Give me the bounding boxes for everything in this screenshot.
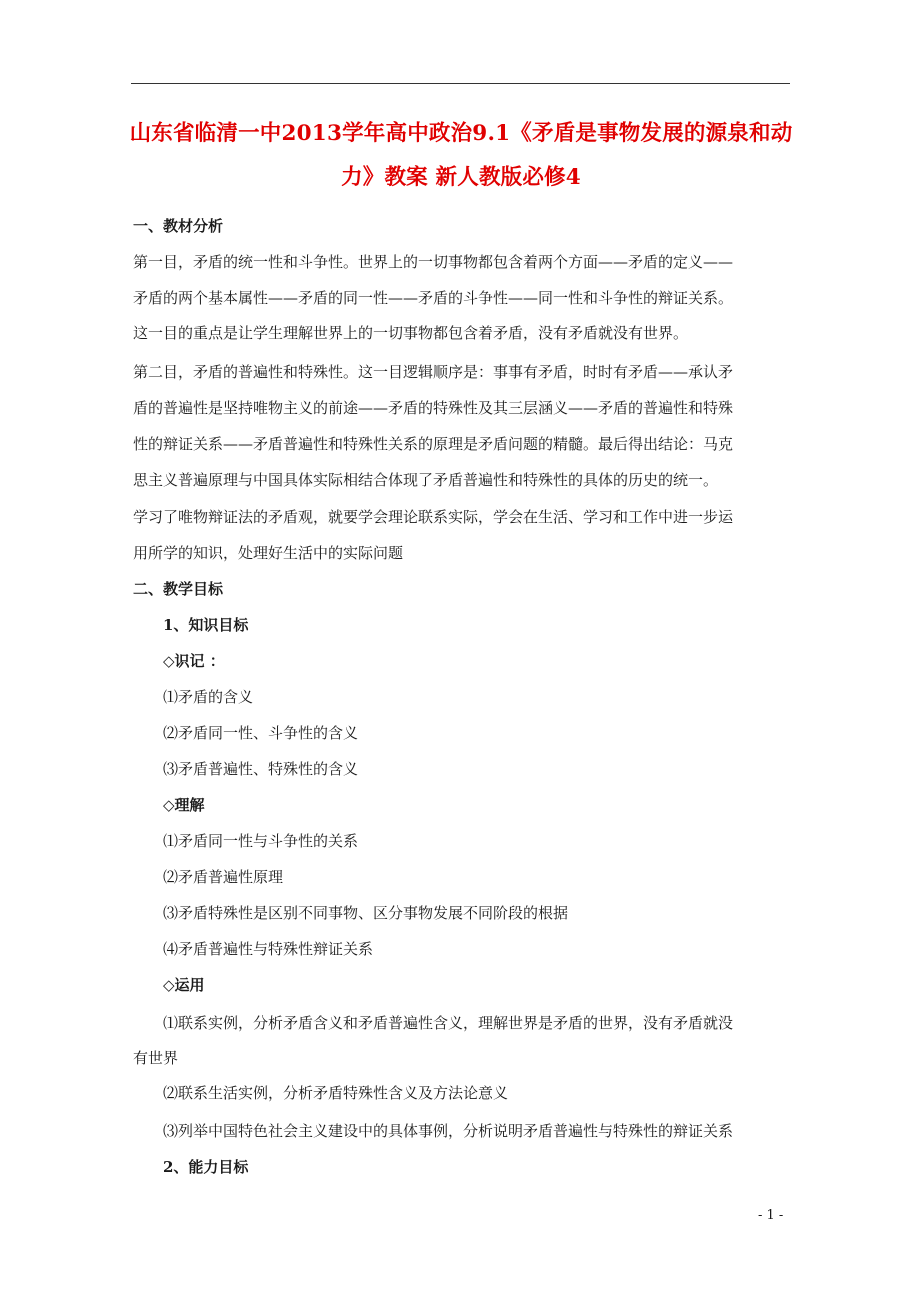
list-item: ⑶矛盾普遍性、特殊性的含义 (163, 760, 359, 778)
list-item: ⑴矛盾的含义 (163, 688, 254, 706)
list-item: ⑷矛盾普遍性与特殊性辩证关系 (163, 940, 374, 958)
paragraph-line: 性的辩证关系——矛盾普遍性和特殊性关系的原理是矛盾问题的精髓。最后得出结论：马克 (133, 435, 734, 453)
paragraph-line: 矛盾的两个基本属性——矛盾的同一性——矛盾的斗争性——同一性和斗争性的辩证关系。 (133, 289, 734, 307)
list-item: ⑶矛盾特殊性是区别不同事物、区分事物发展不同阶段的根据 (163, 904, 569, 922)
paragraph-line: 盾的普遍性是坚持唯物主义的前途——矛盾的特殊性及其三层涵义——矛盾的普遍性和特殊 (133, 399, 734, 417)
header-rule (131, 83, 790, 84)
list-item: ⑴联系实例，分析矛盾含义和矛盾普遍性含义，理解世界是矛盾的世界，没有矛盾就没 (163, 1014, 734, 1032)
section-heading-analysis: 一、教材分析 (133, 217, 224, 235)
paragraph-line: 思主义普遍原理与中国具体实际相结合体现了矛盾普遍性和特殊性的具体的历史的统一。 (133, 471, 719, 489)
section-heading-objectives: 二、教学目标 (133, 580, 224, 598)
paragraph-line: 第二目，矛盾的普遍性和特殊性。这一目逻辑顺序是：事事有矛盾，时时有矛盾——承认矛 (133, 363, 734, 381)
paragraph-line: 这一目的重点是让学生理解世界上的一切事物都包含着矛盾，没有矛盾就没有世界。 (133, 324, 689, 342)
page-number: - 1 - (758, 1208, 784, 1223)
list-item: ⑵矛盾同一性、斗争性的含义 (163, 724, 359, 742)
list-item: ⑴矛盾同一性与斗争性的关系 (163, 832, 359, 850)
paragraph-line: 第一目，矛盾的统一性和斗争性。世界上的一切事物都包含着两个方面——矛盾的定义—— (133, 253, 734, 271)
subheading-ability: 2、能力目标 (163, 1158, 249, 1176)
list-item-continuation: 有世界 (133, 1049, 179, 1067)
list-item: ⑵联系生活实例，分析矛盾特殊性含义及方法论意义 (163, 1084, 509, 1102)
paragraph-line: 学习了唯物辩证法的矛盾观，就要学会理论联系实际，学会在生活、学习和工作中进一步运 (133, 508, 734, 526)
subheading-knowledge: 1、知识目标 (163, 616, 249, 634)
label-apply: ◇运用 (163, 976, 205, 994)
list-item: ⑶列举中国特色社会主义建设中的具体事例，分析说明矛盾普遍性与特殊性的辩证关系 (163, 1122, 734, 1140)
document-title: 山东省临清一中2013学年高中政治9.1《矛盾是事物发展的源泉和动力》教案 新人教版必修4 (129, 121, 793, 190)
list-item: ⑵矛盾普遍性原理 (163, 868, 284, 886)
paragraph-line: 用所学的知识，处理好生活中的实际问题 (133, 544, 404, 562)
label-understand: ◇理解 (163, 796, 205, 814)
label-recall: ◇识记 ： (163, 652, 225, 670)
